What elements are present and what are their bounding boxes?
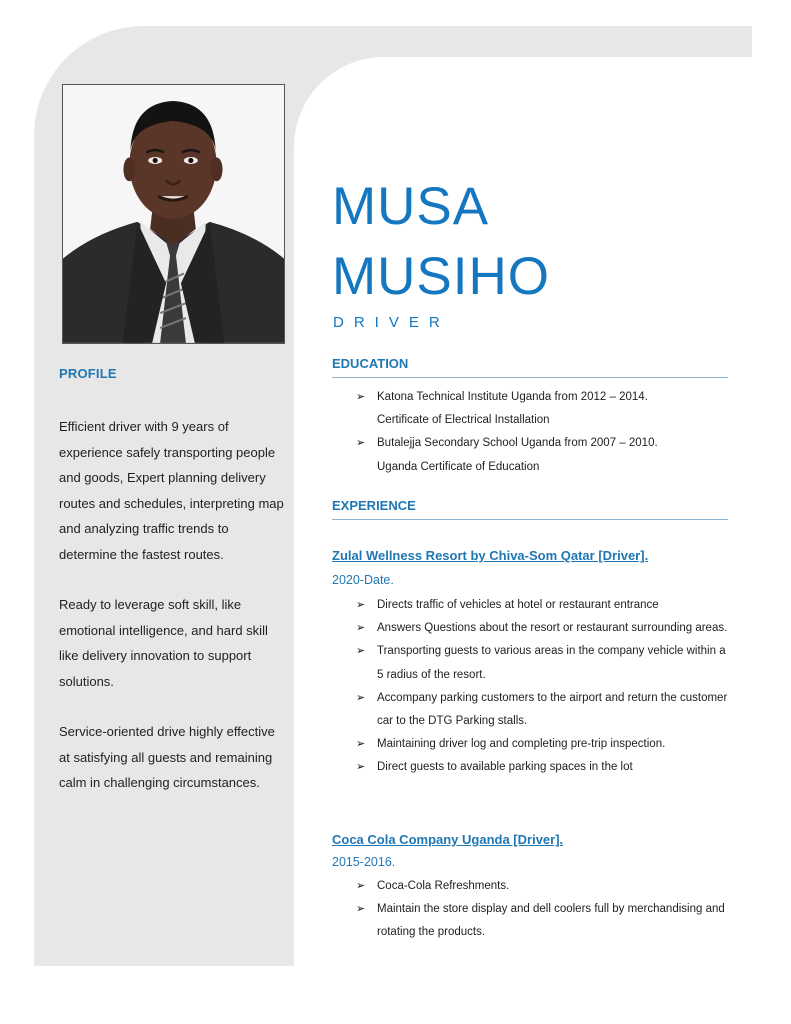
job-role: DRIVER (333, 314, 450, 331)
list-item (356, 687, 728, 733)
duty-text: Accompany parking customers to the airport and return the customer car to the DTG Parking stalls. (377, 691, 728, 728)
profile-paragraph: Service-oriented drive highly effective at satisfying all guests and remaining calm in challenging circumstances. (59, 724, 275, 790)
duty-text: Answers Questions about the resort or restaurant surrounding areas. (377, 622, 728, 635)
job-duties-list (356, 875, 728, 945)
profile-paragraph: Efficient driver with 9 years of experience safely transporting people and goods, Expert planning delivery routes and schedules, interpreting map and analyzing traffic trends to determine the fastest routes. (59, 419, 284, 562)
duty-text: Maintain the store display and dell coolers full by merchandising and rotating the products. (377, 903, 725, 939)
list-item (356, 617, 728, 640)
arrowhead-bullet-icon: ➢ (356, 645, 366, 658)
job-date: 2015-2016. (332, 855, 396, 869)
arrowhead-bullet-icon: ➢ (356, 903, 366, 916)
duty-text: Directs traffic of vehicles at hotel or restaurant entrance (377, 599, 659, 611)
education-institution: Butalejja Secondary School Uganda from 2007 – 2010. (377, 437, 658, 450)
arrowhead-bullet-icon: ➢ (356, 599, 366, 611)
list-item (356, 640, 728, 686)
list-item (356, 594, 728, 617)
profile-heading: PROFILE (59, 366, 117, 381)
first-name: MUSA (332, 177, 490, 236)
experience-heading: EXPERIENCE (332, 498, 728, 520)
profile-paragraph: Ready to leverage soft skill, like emotional intelligence, and hard skill like delivery innovation to support solutions. (59, 597, 268, 689)
education-heading: EDUCATION (332, 356, 728, 378)
list-item (356, 386, 728, 432)
job-title: Coca Cola Company Uganda [Driver]. (332, 832, 564, 847)
job-duties-list (356, 594, 728, 780)
profile-photo (62, 84, 285, 344)
candidate-name (332, 172, 550, 312)
list-item (356, 875, 728, 898)
arrowhead-bullet-icon: ➢ (356, 391, 366, 403)
arrowhead-bullet-icon: ➢ (356, 622, 366, 635)
arrowhead-bullet-icon: ➢ (356, 738, 366, 751)
job-date: 2020-Date. (332, 573, 394, 587)
arrowhead-bullet-icon: ➢ (356, 761, 366, 774)
education-qualification: Uganda Certificate of Education (377, 460, 540, 473)
education-list (356, 386, 728, 479)
education-qualification: Certificate of Electrical Installation (377, 414, 550, 427)
duty-text: Coca-Cola Refreshments. (377, 880, 510, 892)
arrowhead-bullet-icon: ➢ (356, 437, 366, 450)
last-name: MUSIHO (332, 247, 550, 306)
list-item (356, 733, 728, 756)
duty-text: Direct guests to available parking spaces in the lot (377, 761, 633, 774)
job-title: Zulal Wellness Resort by Chiva-Som Qatar [Driver]. (332, 548, 649, 563)
duty-text: Transporting guests to various areas in the company vehicle within a 5 radius of the resort. (377, 645, 726, 681)
education-institution: Katona Technical Institute Uganda from 2012 – 2014. (377, 391, 648, 403)
duty-text: Maintaining driver log and completing pre-trip inspection. (377, 738, 666, 751)
list-item (356, 756, 728, 779)
arrowhead-bullet-icon: ➢ (356, 691, 366, 704)
list-item (356, 898, 728, 944)
profile-summary (59, 414, 284, 821)
list-item (356, 432, 728, 478)
arrowhead-bullet-icon: ➢ (356, 880, 366, 892)
